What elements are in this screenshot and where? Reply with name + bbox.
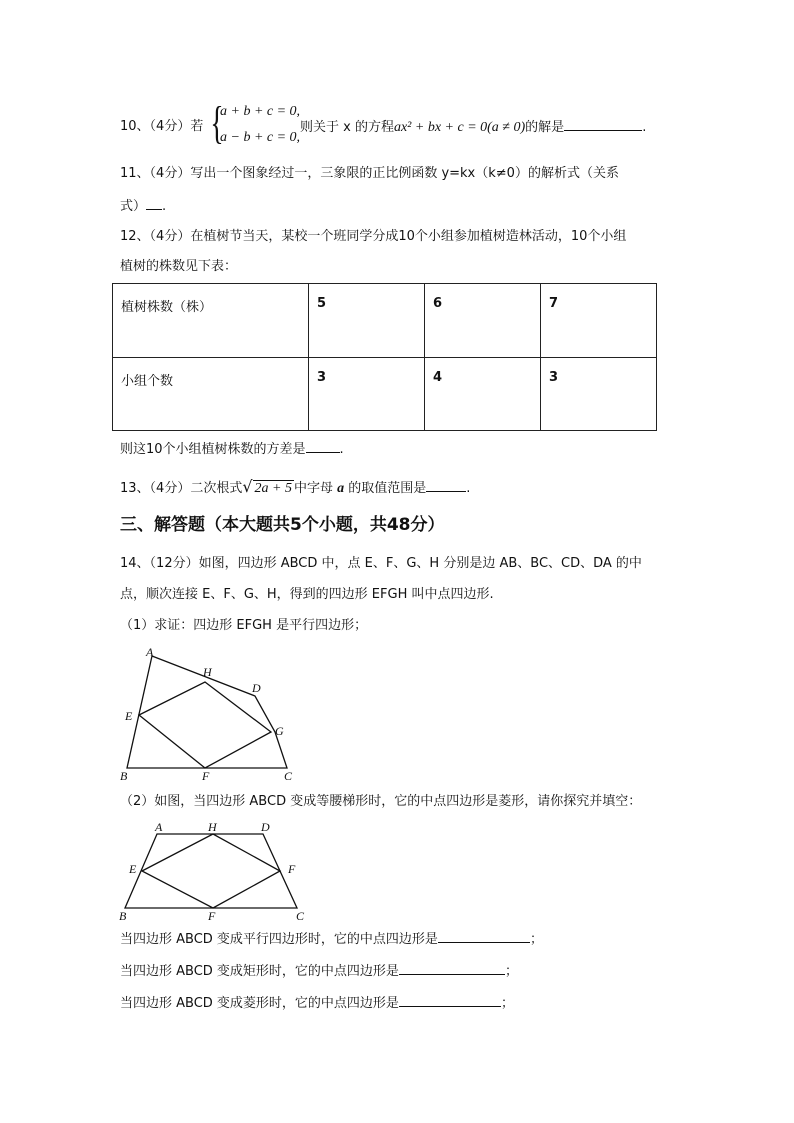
q10-line: [120, 118, 203, 136]
table-cell: 小组个数: [113, 357, 309, 431]
q13-var: a: [337, 481, 345, 496]
label-a: A: [146, 645, 154, 659]
section-title: 三、解答题（本大题共5个小题，共48分）: [120, 515, 445, 535]
q14-fill3-semicolon: ；: [500, 996, 514, 1011]
isosceles-trapezoid-abcd: [125, 834, 297, 908]
q10-eq1: a + b + c = 0,: [220, 104, 301, 119]
q14-fill2-blank[interactable]: [399, 962, 505, 975]
q10-suffix: 的解是: [525, 120, 565, 135]
table-row: [113, 357, 657, 431]
q10-answer-blank[interactable]: [564, 118, 642, 131]
q11-line1: 11、（4分）写出一个图象经过一，三象限的正比例函数 y=kx（k≠0）的解析式（关系: [120, 166, 619, 181]
label-b: B: [120, 769, 128, 783]
q14-fill2: [120, 962, 518, 981]
q14-part2: （2）如图，当四边形 ABCD 变成等腰梯形时，它的中点四边形是菱形，请你探究并填空：: [120, 794, 642, 809]
label-a: A: [155, 820, 163, 834]
table-cell: 植树株数（株）: [113, 284, 309, 358]
q13-suffix: 的取值范围是: [348, 481, 427, 496]
q13-line: [120, 478, 470, 498]
q12-line2: 植树的株数见下表：: [120, 259, 238, 274]
q10-brace: {: [210, 97, 224, 148]
q10-rest: [300, 118, 646, 137]
q14-fill3-text: 当四边形 ABCD 变成菱形时，它的中点四边形是: [120, 996, 399, 1011]
label-d: D: [252, 681, 261, 695]
q14-fill1-text: 当四边形 ABCD 变成平行四边形时，它的中点四边形是: [120, 932, 438, 947]
q13-prefix: 13、（4分）二次根式: [120, 481, 243, 496]
label-b: B: [119, 909, 127, 923]
q14-line1: 14、（12分）如图，四边形 ABCD 中，点 E、F、G、H 分别是边 AB、BC、CD、DA 的中: [120, 556, 642, 571]
table-cell: 5: [309, 284, 425, 358]
label-c: C: [296, 909, 305, 923]
label-e: E: [125, 709, 133, 723]
table-row: [113, 284, 657, 358]
label-f-bottom: F: [208, 909, 216, 923]
table-cell: 6: [425, 284, 541, 358]
label-h: H: [203, 665, 212, 679]
label-f-right: F: [288, 862, 296, 876]
q12-end: .: [339, 442, 344, 457]
q14-fill1-semicolon: ；: [529, 932, 543, 947]
q14-fill2-semicolon: ；: [504, 964, 518, 979]
q11-line2-text: 式）: [120, 199, 147, 214]
table-cell: 4: [425, 357, 541, 431]
q14-fill1: [120, 930, 543, 949]
label-d: D: [261, 820, 270, 834]
q12-line1: 12、（4分）在植树节当天，某校一个班同学分成10个小组参加植树造林活动，10个小组: [120, 229, 627, 244]
q13-radicand: 2a + 5: [254, 481, 292, 496]
q13-answer-blank[interactable]: [426, 479, 466, 492]
q11-line2: [120, 197, 166, 216]
quadrilateral-figure-1: [110, 644, 310, 784]
table-cell: 7: [541, 284, 657, 358]
label-h: H: [208, 820, 217, 834]
trapezoid-figure-2: [115, 818, 315, 924]
q12-after-text: 则这10个小组植树株数的方差是: [120, 442, 306, 457]
q14-fill2-text: 当四边形 ABCD 变成矩形时，它的中点四边形是: [120, 964, 399, 979]
q11-answer-blank[interactable]: [146, 197, 162, 210]
q10-equation: ax² + bx + c = 0(a ≠ 0): [393, 120, 526, 135]
table-cell: 3: [309, 357, 425, 431]
label-g: G: [275, 724, 284, 738]
label-c: C: [284, 769, 293, 783]
q14-fill3: [120, 994, 514, 1013]
q13-end: .: [466, 481, 471, 496]
table-cell: 3: [541, 357, 657, 431]
q14-part1: （1）求证：四边形 EFGH 是平行四边形；: [120, 618, 368, 633]
q14-line2: 点，顺次连接 E、F、G、H，得到的四边形 EFGH 叫中点四边形.: [120, 587, 494, 602]
q10-eq2: a − b + c = 0,: [220, 130, 301, 145]
q10-end: .: [642, 120, 647, 135]
q13-middle: 中字母: [293, 481, 333, 496]
sqrt-symbol: √: [242, 477, 253, 496]
q12-answer-blank[interactable]: [306, 440, 340, 453]
q10-prefix: 10、（4分）若: [120, 119, 204, 134]
q11-end: .: [162, 199, 167, 214]
q14-fill1-blank[interactable]: [438, 930, 530, 943]
q14-fill3-blank[interactable]: [399, 994, 501, 1007]
q10-middle: 则关于 x 的方程: [300, 120, 394, 135]
label-f: F: [202, 769, 210, 783]
q12-after: [120, 440, 344, 459]
label-e: E: [129, 862, 137, 876]
midpoint-rhombus: [142, 834, 280, 908]
planting-table: [112, 283, 657, 431]
